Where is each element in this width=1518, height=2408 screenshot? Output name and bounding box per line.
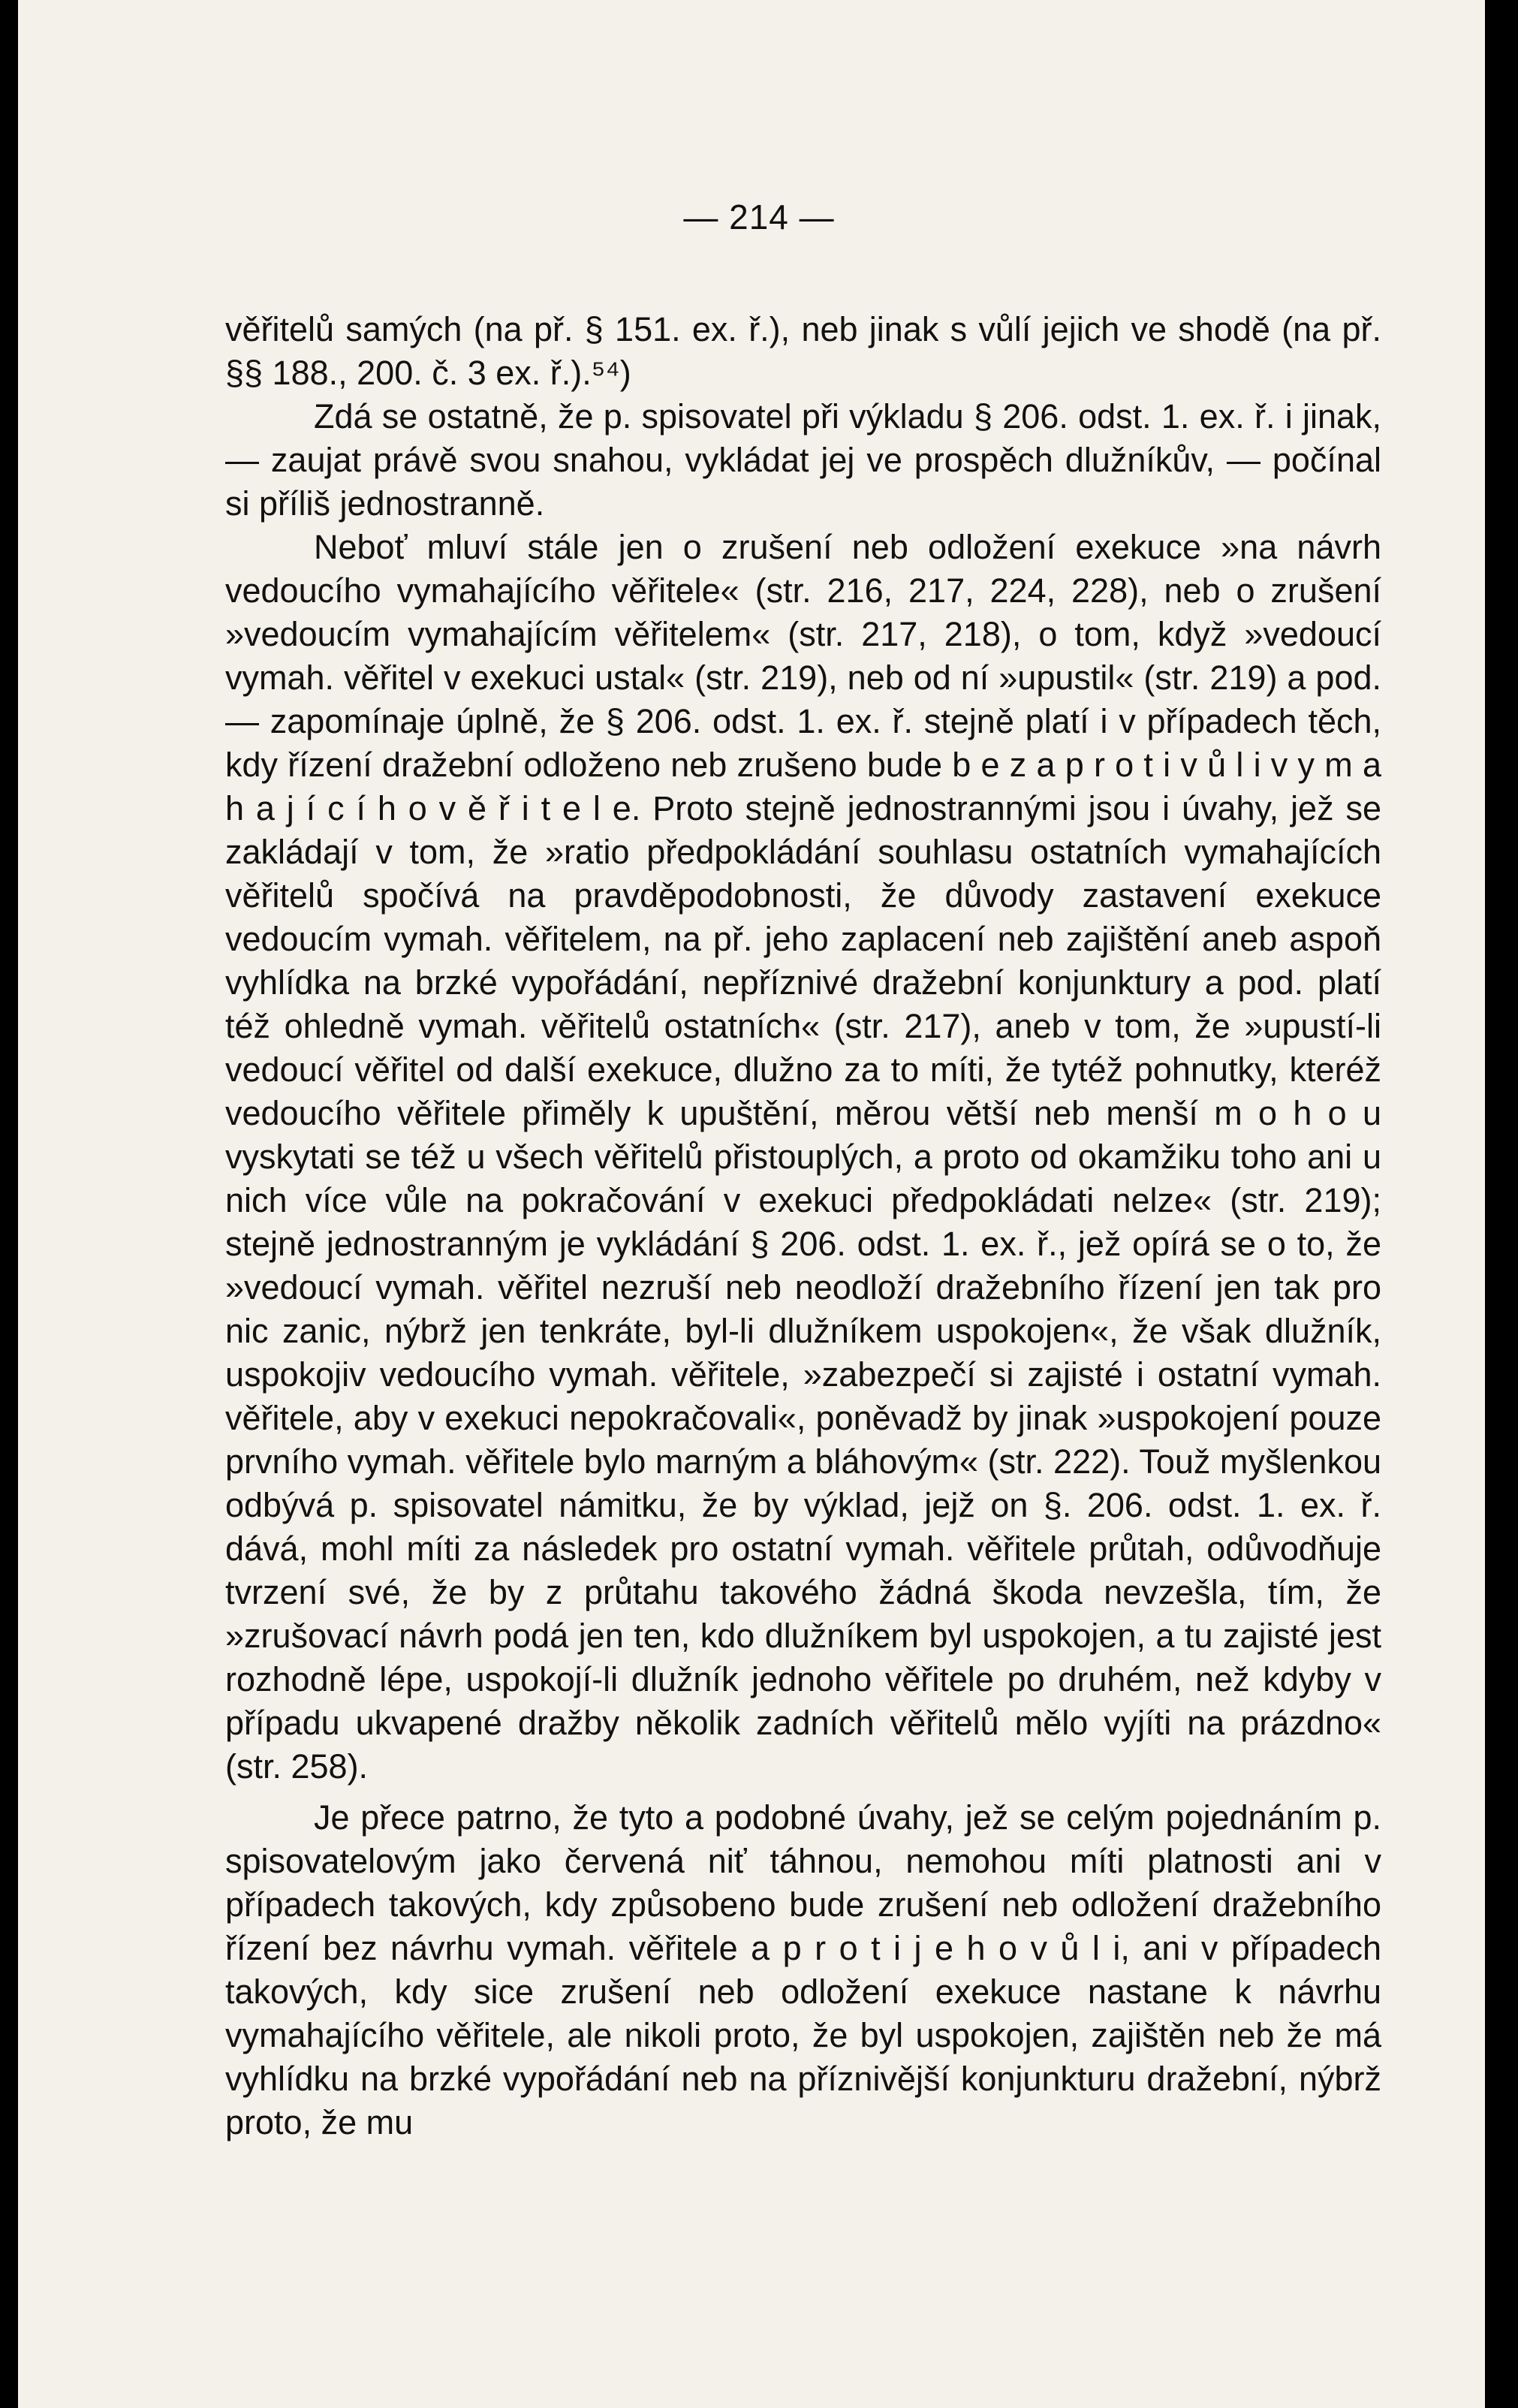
page-number: — 214 — <box>683 197 835 237</box>
book-page <box>18 0 1500 2408</box>
paragraph-3: Neboť mluví stále jen o zrušení neb odložení exekuce »na návrh vedoucího vymahajícího věřitele« (str. 216, 217, 224, 228), neb o zrušení »vedoucím vymahajícím věřitelem« (str. 217, 218), o tom, když »vedoucí vymah. věřitel v exekuci ustal« (str. 219), neb od ní »upustil« (str. 219) a pod. — zapomínaje úplně, že § 206. odst. 1. ex. ř. stejně platí i v případech těch, kdy řízení dražební odloženo neb zrušeno bude b e z a p r o t i v ů l i v y m a h a j í c í h o v ě ř i t e l e. Proto stejně jednostrannými jsou i úvahy, jež se zakládají v tom, že »ratio předpokládání souhlasu ostatních vymahajících věřitelů spočívá na pravděpodobnosti, že důvody zastavení exekuce vedoucím vymah. věřitelem, na př. jeho zaplacení neb zajištění aneb aspoň vyhlídka na brzké vypořádání, nepříznivé dražební konjunktury a pod. platí též ohledně vymah. věřitelů ostatních« (str. 217), aneb v tom, že »upustí-li vedoucí věřitel od další exekuce, dlužno za to míti, že tytéž pohnutky, kteréž vedoucího věřitele přiměly k upuštění, měrou větší neb menší m o h o u vyskytati se též u všech věřitelů přistouplých, a proto od okamžiku toho ani u nich více vůle na pokračování v exekuci předpokládati nelze« (str. 219); stejně jednostranným je vykládání § 206. odst. 1. ex. ř., jež opírá se o to, že »vedoucí vymah. věřitel nezruší neb neodloží dražebního řízení jen tak pro nic zanic, nýbrž jen tenkráte, byl-li dlužníkem uspokojen«, že však dlužník, uspokojiv vedoucího vymah. věřitele, »zabezpečí si zajisté i ostatní vymah. věřitele, aby v exekuci nepokračovali«, poněvadž by jinak »uspokojení pouze prvního vymah. věřitele bylo marným a bláhovým« (str. 222). Touž myšlenkou odbývá p. spisovatel námitku, že by výklad, jejž on §. 206. odst. 1. ex. ř. dává, mohl míti za následek pro ostatní vymah. věřitele průtah, odůvodňuje tvrzení své, že by z průtahu takového žádná škoda nevzešla, tím, že »zrušovací návrh podá jen ten, kdo dlužníkem byl uspokojen, a tu zajisté jest rozhodně lépe, uspokojí-li dlužník jednoho věřitele po druhém, než kdyby v případu ukvapené dražby několik zadních věřitelů mělo vyjíti na prázdno« (str. 258). <box>225 528 1381 1786</box>
scan-edge-shadow <box>1485 0 1500 2408</box>
paragraph-4: Je přece patrno, že tyto a podobné úvahy, jež se celým pojednáním p. spisovatelovým jako červená niť táhnou, nemohou míti platnosti ani v případech takových, kdy způsobeno bude zrušení neb odložení dražebního řízení bez návrhu vymah. věřitele a p r o t i j e h o v ů l i, ani v případech takových, kdy sice zrušení neb odložení exekuce nastane k návrhu vymahajícího věřitele, ale nikoli proto, že byl uspokojen, zajištěn neb že má vyhlídku na brzké vypořádání neb na příznivější konjunkturu dražební, nýbrž proto, že mu <box>225 1798 1381 2141</box>
paragraph-2: Zdá se ostatně, že p. spisovatel při výkladu § 206. odst. 1. ex. ř. i jinak, — zaujat právě svou snahou, vykládat jej ve prospěch dlužníkův, — počínal si příliš jednostranně. <box>225 397 1381 523</box>
paragraph-1: věřitelů samých (na př. § 151. ex. ř.), neb jinak s vůlí jejich ve shodě (na př. §§ 188., 200. č. 3 ex. ř.).⁵⁴) <box>225 310 1381 392</box>
body-text <box>225 308 1381 2144</box>
